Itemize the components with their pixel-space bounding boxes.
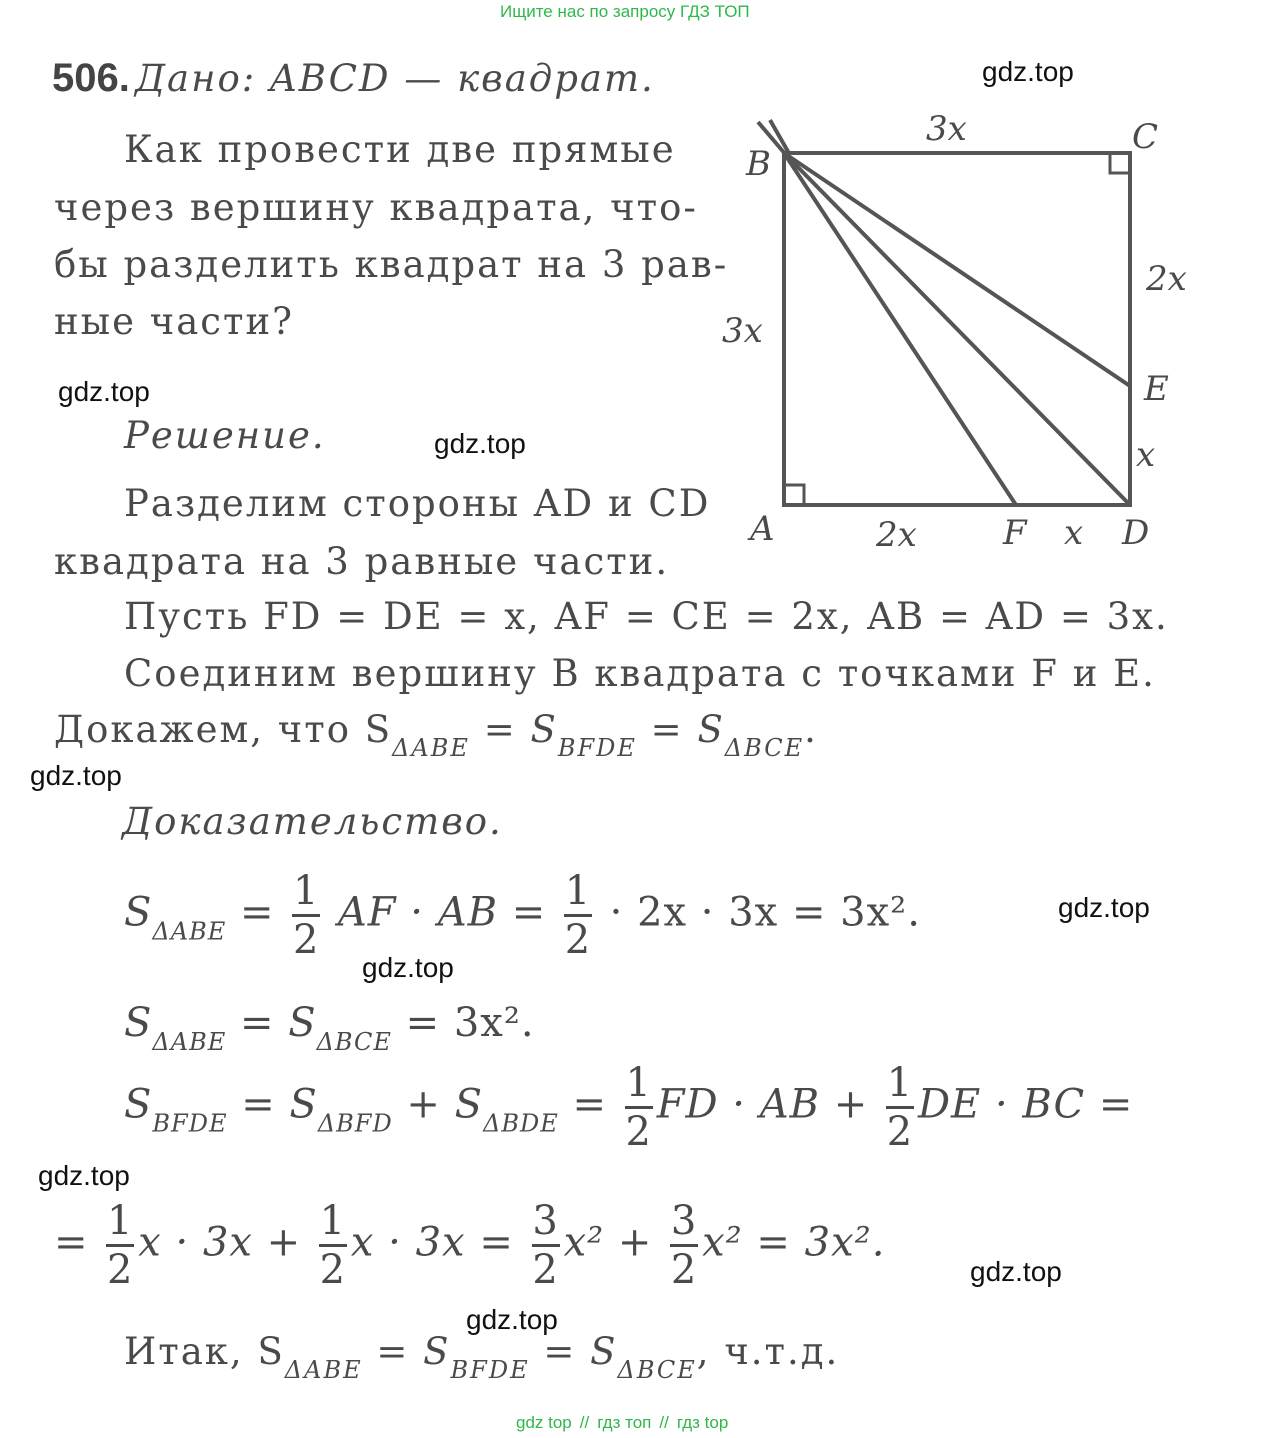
seg-right-top: 2x: [1146, 259, 1187, 299]
watermark: gdz.top: [1058, 892, 1150, 923]
watermark: gdz.top: [38, 1160, 130, 1191]
final-line: Итак, $S_{\Delta ABE} = S_{BFDE} = S_{\Delta BCE}$, ч.т.д.: [124, 1330, 840, 1384]
question-line-1: Как провести две прямые: [124, 128, 676, 171]
square-diagram: [700, 100, 1220, 570]
formula-3: $S_{BFDE} = S_{\Delta BFD} + S_{\Delta BDE}$ = $\frac{1}{2}$ FD · AB + $\frac{1}{2}$ DE · BC =: [124, 1060, 1134, 1155]
solution-heading: Решение.: [124, 414, 326, 457]
solution-line-1: Разделим стороны AD и CD: [124, 482, 711, 525]
line-bf: [784, 153, 1016, 505]
solution-line-5: Докажем, что $S_{\Delta ABE} = S_{BFDE} = S_{\Delta BCE}$.: [54, 708, 818, 762]
question-line-4: ные части?: [54, 300, 294, 343]
solution-line-4: Соединим вершину B квадрата с точками F и E.: [124, 652, 1156, 695]
proof-heading: Доказательство.: [122, 800, 503, 843]
seg-right-bottom: x: [1136, 435, 1156, 475]
label-b: B: [746, 144, 771, 184]
problem-number: 506.: [52, 56, 130, 100]
watermark: gdz.top: [30, 760, 122, 791]
formula-2: $S_{\Delta ABE} = S_{\Delta BCE} = 3x^2$.: [124, 1000, 535, 1056]
seg-bottom-left: 2x: [876, 515, 917, 555]
seg-top: 3x: [926, 109, 967, 149]
seg-left: 3x: [722, 311, 763, 351]
label-d: D: [1122, 513, 1150, 553]
given-rest: : ABCD — квадрат.: [241, 57, 655, 100]
solution-line-3: Пусть FD = DE = x, AF = CE = 2x, AB = AD = 3x.: [124, 595, 1169, 638]
seg-bottom-right: x: [1064, 513, 1084, 553]
problem-header: [52, 56, 655, 101]
formula-4: = $\frac{1}{2}$ x · 3x + $\frac{1}{2}$ x · 3x = $\frac{3}{2}$ x² + $\frac{3}{2}$ x² = 3x².: [54, 1198, 886, 1293]
given-label: Дано: [134, 57, 242, 100]
footer-link-3[interactable]: гдз top: [676, 1413, 729, 1432]
right-angle-c: [1110, 153, 1130, 173]
line-bd: [784, 153, 1130, 505]
footer-link-1[interactable]: gdz top: [516, 1413, 572, 1432]
watermark: gdz.top: [434, 428, 526, 459]
label-f: F: [1003, 513, 1027, 553]
watermark: gdz.top: [982, 56, 1074, 87]
formula-1: $S_{\Delta ABE}$ = $\frac{1}{2}$ AF · AB = $\frac{1}{2}$ · 2x · 3x = 3x².: [124, 868, 921, 963]
top-banner: Ищите нас по запросу ГДЗ ТОП: [500, 2, 750, 21]
watermark: gdz.top: [970, 1256, 1062, 1287]
watermark: gdz.top: [58, 376, 150, 407]
watermark: gdz.top: [466, 1304, 558, 1335]
footer-link-2[interactable]: гдз топ: [597, 1413, 652, 1432]
solution-line-2: квадрата на 3 равные части.: [54, 540, 670, 583]
right-angle-a: [784, 485, 804, 505]
line-be: [784, 153, 1130, 386]
question-line-3: бы разделить квадрат на 3 рав-: [54, 243, 729, 286]
footer-bar: gdz top // гдз топ // гдз top: [516, 1413, 729, 1432]
label-a: A: [750, 509, 775, 549]
question-line-2: через вершину квадрата, что-: [54, 186, 698, 229]
watermark: gdz.top: [362, 952, 454, 983]
label-c: C: [1132, 117, 1159, 157]
label-e: E: [1144, 369, 1169, 409]
